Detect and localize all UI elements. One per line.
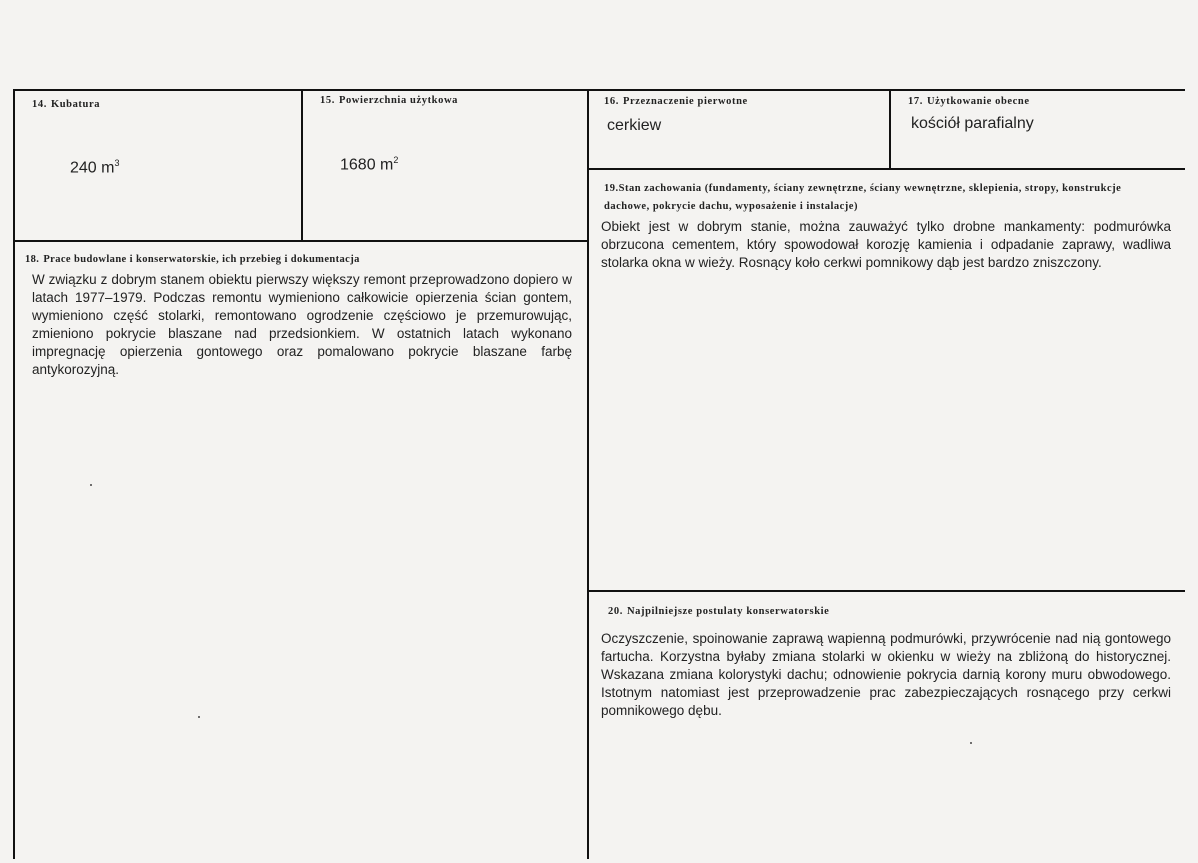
field-20-text: Oczyszczenie, spoinowanie zaprawą wapienną podmurówki, przywrócenie nad nią gontowego fartucha. Korzystna byłaby zmiana stolarki w okienku w wieży na zbliżoną do historycznej. Wskazana zmiana kolorystyki dachu; odnowienie pokrycia darnią korony muru obwodowego. Istotnym natomiast jest przeprowadzenie prac zabezpieczających rosnącego przy cerkwi pomnikowego dębu. [601,631,1171,718]
field-17-label [908,96,1030,107]
field-15-label-text: Powierzchnia użytkowa [338,95,458,106]
field-19-number: 19. [604,183,619,194]
divider-horizontal-16-17 [588,168,1185,170]
divider-vertical-16-17 [889,90,891,170]
field-19-label-text: Stan zachowania (fundamenty, ściany zewnętrzne, ściany wewnętrzne, sklepienia, stropy, konstrukcje dachowe, pokrycie dachu, wyposażenie i instalacje) [604,183,1122,212]
field-18-label [25,254,360,265]
scan-speck [90,484,92,486]
field-19-text: Obiekt jest w dobrym stanie, można zauważyć tylko drobne mankamenty: podmurówka obrzucona cementem, który spowodował korozję kamienia i odpadanie zaprawy, wadliwa stolarka okna w wieży. Rosnący koło cerkwi pomnikowy dąb jest bardzo zniszczony. [601,219,1171,270]
field-16-number: 16. [604,96,619,107]
divider-vertical-14-15 [301,90,303,242]
field-17-number: 17. [908,96,923,107]
scan-speck [198,716,200,718]
divider-horizontal-20 [588,590,1185,592]
field-14-value [70,158,119,177]
field-15-label [320,95,458,106]
field-16-label [604,96,748,107]
field-17-value: kościół parafialny [911,115,1034,132]
field-14-number: 14. [32,99,47,110]
field-15-value-text: 1680 m [340,156,394,174]
field-15-unit-superscript: 2 [393,155,399,165]
field-16-value: cerkiew [607,117,662,134]
field-20-number: 20. [608,606,623,617]
field-20-label [608,606,829,617]
field-18-text: W związku z dobrym stanem obiektu pierwszy większy remont przeprowadzono dopiero w latach 1977–1979. Podczas remontu wymieniono całkowicie opierzenia ścian gontem, wymieniono część stolarki, remontowano ogrodzenie częściowo je przemurowując, zmieniono pokrycie blaszane nad przedsionkiem. W ostatnich latach wykonano impregnację opierzenia gontowego oraz pomalowano pokrycie blaszane farbę antykorozyjną. [32,272,572,377]
field-14-value-text: 240 m [70,159,115,177]
field-15-number: 15. [320,95,335,106]
field-15-value [340,155,398,174]
divider-horizontal-18 [13,240,588,242]
field-14-unit-superscript: 3 [114,158,120,168]
field-18-number: 18. [25,254,40,265]
divider-vertical-main [587,90,589,859]
field-14-label [32,99,100,110]
field-18-label-text: Prace budowlane i konserwatorskie, ich przebieg i dokumentacja [43,254,360,265]
scan-speck [970,742,972,744]
field-16-label-text: Przeznaczenie pierwotne [622,96,748,107]
field-20-label-text: Najpilniejsze postulaty konserwatorskie [626,606,830,617]
field-17-label-text: Użytkowanie obecne [926,96,1030,107]
field-14-label-text: Kubatura [50,99,101,110]
field-19-label [604,180,1164,216]
